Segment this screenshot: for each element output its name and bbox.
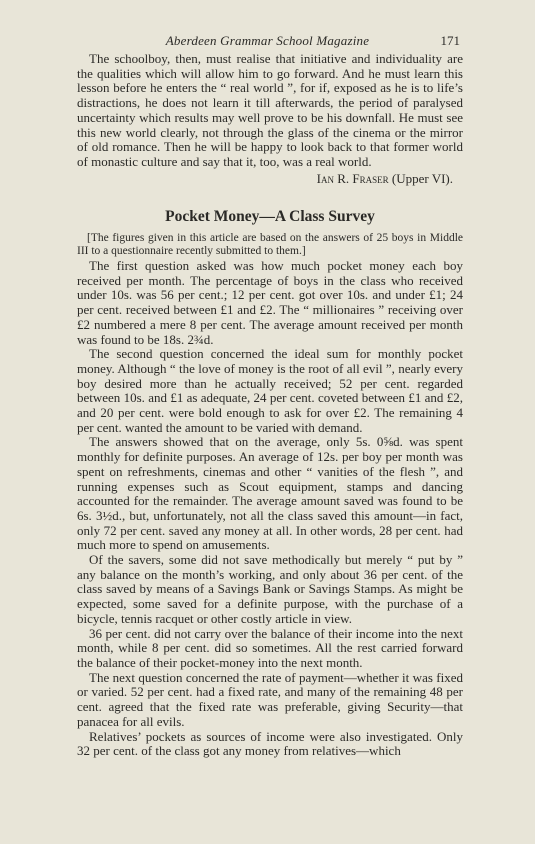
author-form: (Upper VI). [391, 170, 453, 186]
page-header [0, 33, 535, 53]
page-number: 171 [440, 33, 460, 48]
article-paragraph: The answers showed that on the average, only 5s. 0⅝d. was spent monthly for definite purposes. An average of 12s. per boy per month was spent on refreshments, cinemas and other “ vanities of the flesh ”, and running expenses such as Scout equipment, stamps and dancing accounted for the remainder. The average amount saved was found to be 6s. 3½d., but, unfortunately, not all the class saved this amount—in fact, only 72 per cent. saved any money at all. In other words, 28 per cent. had much more to spend on amusements. [77, 434, 463, 553]
article-title: Pocket Money—A Class Survey [165, 208, 375, 225]
article-body [77, 259, 463, 759]
intro-section [77, 52, 463, 186]
article-paragraph: The first question asked was how much pocket money each boy received per month. The percentage of boys in the class who received under 10s. was 56 per cent.; 12 per cent. got over 10s. and under £1; 24 per cent. received between £1 and £2. The “ millionaires ” receiving over £2 numbered a mere 8 per cent. The average amount received per month was found to be 18s. 2¾d. [77, 258, 463, 347]
article-note: [The figures given in this article are based on the answers of 25 boys in Middle III to a questionnaire recently submitted to them.] [77, 232, 463, 257]
article-paragraph: 36 per cent. did not carry over the balance of their income into the next month, while 8 per cent. did so sometimes. All the rest carried forward the balance of their pocket-money into the next month. [77, 625, 463, 670]
author-signature [77, 171, 463, 186]
article [77, 208, 463, 226]
article-paragraph: Relatives’ pockets as sources of income were also investigated. Only 32 per cent. of the class got any money from relatives—which [77, 728, 463, 759]
article-paragraph: The second question concerned the ideal sum for monthly pocket money. Although “ the love of money is the root of all evil ”, nearly every boy desired more than he actually received; 52 per cent. regarded between 10s. and £1 as adequate, 24 per cent. coveted between £1 and £2, and 20 per cent. were bold enough to ask for over £2. The remaining 4 per cent. wanted the amount to be varied with demand. [77, 346, 463, 435]
intro-paragraph: The schoolboy, then, must realise that initiative and individuality are the qualities which will allow him to go forward. And he must learn this lesson before he enters the “ real world ”, for if, exposed as he is to life’s distractions, he does not learn it till afterwards, the period of paralysed uncertainty which results may well prove to be his downfall. He must see this new world clearly, not through the glass of the cinema or the mirror of old romance. Then he will be happy to look back to that former world of monastic culture and say that it, too, was a real world. [77, 51, 463, 169]
author-name: Ian R. Fraser [316, 170, 389, 186]
article-note-block [77, 232, 463, 257]
article-paragraph: The next question concerned the rate of payment—whether it was fixed or varied. 52 per cent. had a fixed rate, and many of the remaining 48 per cent. agreed that the fixed rate was preferable, giving Security—that panacea for all evils. [77, 669, 463, 729]
running-title: Aberdeen Grammar School Magazine [165, 33, 370, 48]
article-paragraph: Of the savers, some did not save methodically but merely “ put by ” any balance on the month’s working, and only about 36 per cent. of the class saved by means of a Savings Bank or Savings Stamps. As might be expected, some saved for a definite purpose, with the purchase of a bicycle, tennis racquet or other costly article in view. [77, 552, 463, 626]
